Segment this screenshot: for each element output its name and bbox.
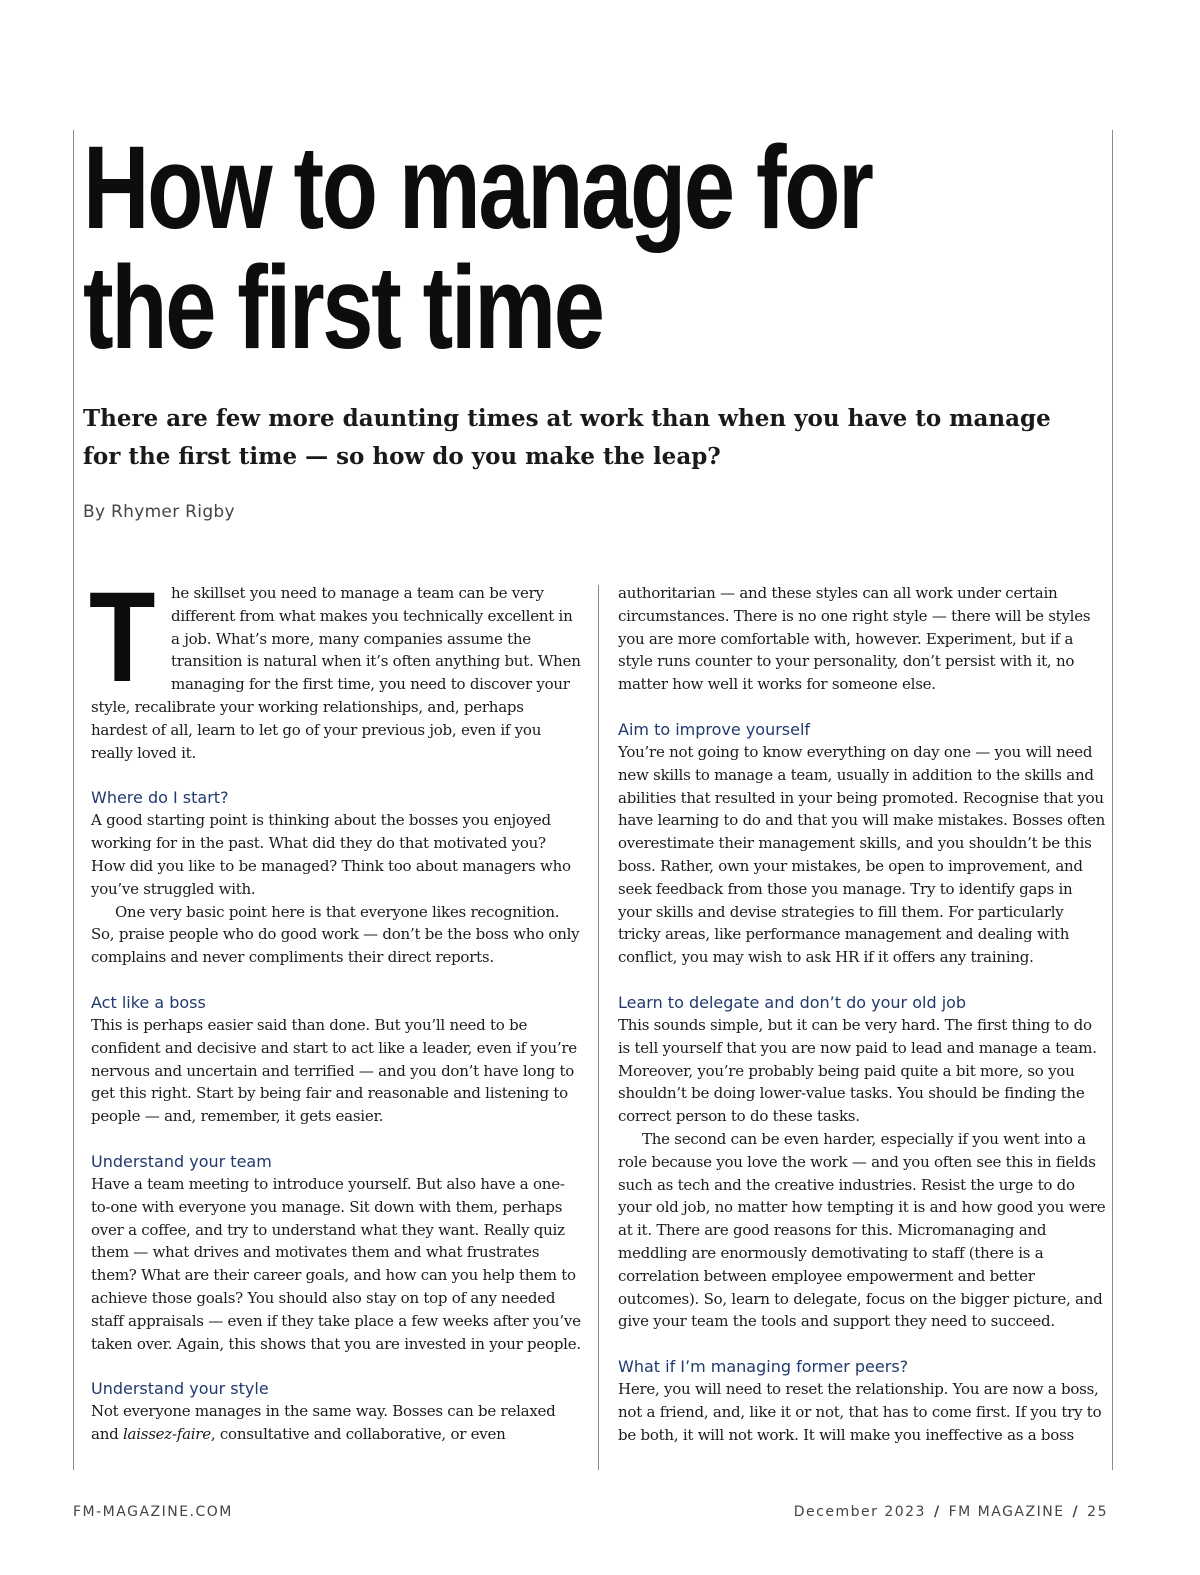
heading-act-like-a-boss: Act like a boss [91,992,206,1012]
right-margin-rule [1112,130,1113,1470]
paragraph: A good starting point is thinking about the bosses you enjoyed working for in the past. What did they do that motivated you? How did you like to be managed? Think too about managers who you’ve struggled with. [91,811,571,898]
paragraph: authoritarian — and these styles can all work under certain circumstances. There is no one right style — there will be styles you are more comfortable with, however. Experiment, but if a style runs counter to your personality, don’t persist with it, no matter how well it works for someone else. [618,584,1091,694]
intro-paragraph [89,566,581,764]
title-line-2: the first time [83,242,603,374]
column-left [89,566,581,1446]
paragraph: You’re not going to know everything on day one — you will need new skills to manage a team, usually in addition to the skills and abilities that resulted in your being promoted. Recognise that you have learning to do and that you will make mistakes. Bosses often overestimate their management skills, and you shouldn’t be this boss. Rather, own your mistakes, be open to improvement, and seek feedback from those you manage. Try to identify gaps in your skills and devise strategies to fill them. For particularly tricky areas, like performance management and dealing with conflict, you may wish to ask HR if it offers any training. [618,742,1106,967]
paragraph: One very basic point here is that everyone likes recognition. So, praise people who do good work — don’t be the boss who only complains and never compliments their direct reports. [91,902,580,967]
footer-site: FM-MAGAZINE.COM [73,1504,233,1520]
paragraph: This sounds simple, but it can be very hard. The first thing to do is tell yourself that you are now paid to lead and manage a team. Moreover, you’re probably being paid quite a bit more, so you shouldn’t be doing lower-value tasks. You should be finding the correct person to do these tasks. [618,1015,1097,1126]
heading-where-do-i-start: Where do I start? [91,788,229,808]
footer-date: December 2023 [793,1504,926,1520]
left-column-rule [73,570,74,1470]
paragraph: This is perhaps easier said than done. But you’ll need to be confident and decisive and start to act like a leader, even if you’re nervous and uncertain and terrified — and you don’t have long to get this right. Start by being fair and reasonable and listening to people — and, remember, it gets easier. [91,1015,577,1126]
drop-cap: T [89,566,156,709]
paragraph: The second can be even harder, especially if you went into a role because you love the work — and you often see this in fields such as tech and the creative industries. Resist the urge to do your old job, no matter how tempting it is and how good you were at it. There are good reasons for this. Micromanaging and meddling are enormously demotivating to staff (there is a correlation between employee empowerment and better outcomes). So, learn to delegate, focus on the bigger picture, and give your team the tools and support they need to succeed. [618,1129,1106,1331]
paragraph [91,1400,581,1446]
paragraph-text: Not everyone manages in the same way. Bosses can be relaxed and [91,1402,556,1444]
heading-understand-your-team: Understand your team [91,1151,272,1171]
heading-managing-former-peers: What if I’m managing former peers? [618,1357,909,1377]
heading-understand-your-style: Understand your style [91,1379,269,1399]
paragraph-text: , consultative and collaborative, or even [210,1425,506,1444]
article-title [83,122,879,374]
footer-magazine: FM MAGAZINE [948,1504,1065,1520]
footer-separator: / [933,1504,941,1520]
italic-term: laissez-faire [122,1425,211,1444]
byline: By Rhymer Rigby [83,502,235,522]
column-right [618,582,1108,1447]
page-number: 25 [1087,1504,1108,1520]
heading-aim-to-improve-yourself: Aim to improve yourself [618,719,811,739]
paragraph: Here, you will need to reset the relationship. You are now a boss, not a friend, and, like it or not, that has to come first. If you try to be both, it will not work. It will make you ineffective as a boss [618,1380,1102,1444]
left-margin-rule [73,130,74,570]
footer-separator: / [1072,1504,1080,1520]
title-line-1: How to manage for [83,122,872,254]
footer-issue [794,1504,1108,1520]
intro-text: he skillset you need to manage a team can be very different from what makes you technically excellent in a job. What’s more, many companies assume the transition is natural when it’s often anything but. When managing for the first time, you need to discover your style, recalibrate your working relationships, and, perhaps hardest of all, learn to let go of your previous job, even if you really loved it. [91,584,581,762]
paragraph: Have a team meeting to introduce yourself. But also have a one-to-one with everyone you manage. Sit down with them, perhaps over a coffee, and try to understand what they want. Really quiz them — what drives and motivates them and what frustrates them? What are their career goals, and how can you help them to achieve those goals? You should also stay on top of any needed staff appraisals — even if they take place a few weeks after you’ve taken over. Again, this shows that you are invested in your people. [91,1174,581,1353]
heading-learn-to-delegate: Learn to delegate and don’t do your old job [618,992,967,1012]
article-deck: There are few more daunting times at work than when you have to manage for the first time — so how do you make the leap? [83,405,1051,470]
column-divider-rule [598,585,599,1470]
